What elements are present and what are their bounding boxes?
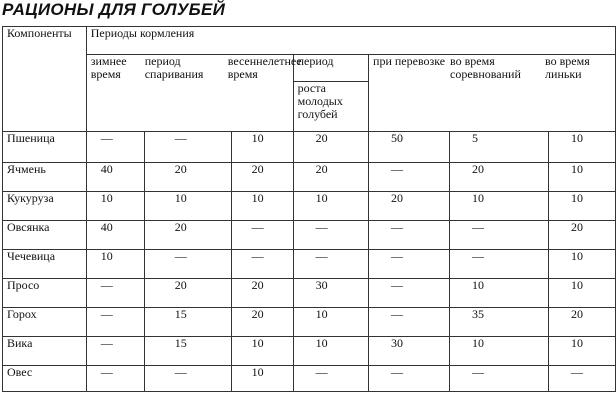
ration-value: 10 — [548, 163, 615, 192]
component-name: Просо — [3, 279, 87, 308]
ration-value: — — [144, 250, 231, 279]
ration-value: 10 — [231, 366, 293, 392]
rations-table — [2, 26, 616, 392]
ration-value: — — [450, 221, 549, 250]
ration-value: — — [293, 221, 368, 250]
ration-value: 10 — [548, 337, 615, 366]
ration-value: 40 — [86, 163, 144, 192]
ration-value: 50 — [369, 132, 450, 163]
ration-value: — — [450, 366, 549, 392]
ration-value: 10 — [86, 250, 144, 279]
header-col-transport: при перевозке — [373, 54, 446, 68]
ration-value: 20 — [450, 163, 549, 192]
components-header-label: Компоненты — [7, 26, 72, 40]
ration-value: 20 — [231, 308, 293, 337]
table-row — [3, 279, 616, 308]
header-col-group-2 — [369, 55, 616, 132]
component-name: Ячмень — [3, 163, 87, 192]
component-name: Овсянка — [3, 221, 87, 250]
header-row-periods — [3, 27, 616, 55]
ration-value: — — [86, 279, 144, 308]
ration-value: — — [231, 221, 293, 250]
ration-value: 10 — [144, 192, 231, 221]
ration-value: 15 — [144, 337, 231, 366]
ration-value: — — [231, 250, 293, 279]
table-row — [3, 250, 616, 279]
ration-value: 10 — [293, 192, 368, 221]
ration-value: — — [86, 366, 144, 392]
ration-value: — — [86, 308, 144, 337]
ration-value: — — [144, 132, 231, 163]
header-col-competitions: во время соревнований — [450, 54, 521, 81]
header-col-molting: во время линьки — [545, 54, 590, 81]
ration-value: 10 — [450, 337, 549, 366]
ration-value: 10 — [548, 132, 615, 163]
ration-value: — — [369, 279, 450, 308]
feeding-periods-label: Периоды кормления — [90, 26, 195, 40]
ration-value: 20 — [369, 192, 450, 221]
ration-value: 10 — [231, 192, 293, 221]
ration-value: 30 — [369, 337, 450, 366]
component-name: Кукуруза — [3, 192, 87, 221]
header-col-young-growth: роста молодых голубей — [293, 82, 368, 132]
period-subheader — [293, 55, 368, 82]
ration-value: — — [144, 366, 231, 392]
component-name: Пшеница — [3, 132, 87, 163]
ration-value: — — [369, 308, 450, 337]
component-name: Вика — [3, 337, 87, 366]
ration-value: — — [293, 366, 368, 392]
ration-value: 10 — [86, 192, 144, 221]
ration-value: 10 — [293, 337, 368, 366]
ration-value: — — [86, 337, 144, 366]
ration-value: 40 — [86, 221, 144, 250]
ration-value: — — [86, 132, 144, 163]
ration-value: 10 — [293, 308, 368, 337]
ration-value: — — [548, 366, 615, 392]
header-col-group-1 — [86, 54, 302, 132]
table-row — [3, 163, 616, 192]
header-row-subgroup — [3, 55, 616, 82]
components-header — [3, 27, 87, 132]
ration-value: 20 — [231, 163, 293, 192]
ration-value: 20 — [144, 163, 231, 192]
feeding-periods-header — [86, 27, 615, 55]
component-name: Чечевица — [3, 250, 87, 279]
ration-value: 5 — [450, 132, 549, 163]
ration-value: 35 — [450, 308, 549, 337]
ration-value: 20 — [144, 279, 231, 308]
ration-value: 20 — [548, 308, 615, 337]
header-col-mating: период спаривания — [144, 54, 204, 81]
ration-value: 15 — [144, 308, 231, 337]
component-name: Горох — [3, 308, 87, 337]
ration-value: — — [369, 250, 450, 279]
table-row — [3, 132, 616, 163]
table-row — [3, 366, 616, 392]
ration-value: — — [450, 250, 549, 279]
ration-value: — — [293, 250, 368, 279]
component-name: Овес — [3, 366, 87, 392]
ration-value: — — [369, 163, 450, 192]
ration-value: 10 — [450, 279, 549, 308]
table-row — [3, 308, 616, 337]
ration-value: 20 — [231, 279, 293, 308]
table-row — [3, 337, 616, 366]
ration-value: 30 — [293, 279, 368, 308]
header-col-spring-summer: весеннелетнее время — [227, 54, 302, 81]
ration-value: — — [369, 221, 450, 250]
ration-value: 10 — [231, 337, 293, 366]
ration-value: 20 — [293, 132, 368, 163]
ration-value: 10 — [548, 192, 615, 221]
ration-value: 10 — [548, 279, 615, 308]
ration-value: 20 — [548, 221, 615, 250]
ration-value: 10 — [548, 250, 615, 279]
ration-value: 20 — [144, 221, 231, 250]
page-title: РАЦИОНЫ ДЛЯ ГОЛУБЕЙ — [2, 0, 226, 19]
ration-value: 10 — [450, 192, 549, 221]
ration-value: 10 — [231, 132, 293, 163]
table-row — [3, 192, 616, 221]
period-subheader-label: период — [297, 54, 334, 68]
ration-value: 20 — [293, 163, 368, 192]
table-row — [3, 221, 616, 250]
header-col-winter: зимнее время — [90, 54, 127, 81]
ration-value: — — [369, 366, 450, 392]
